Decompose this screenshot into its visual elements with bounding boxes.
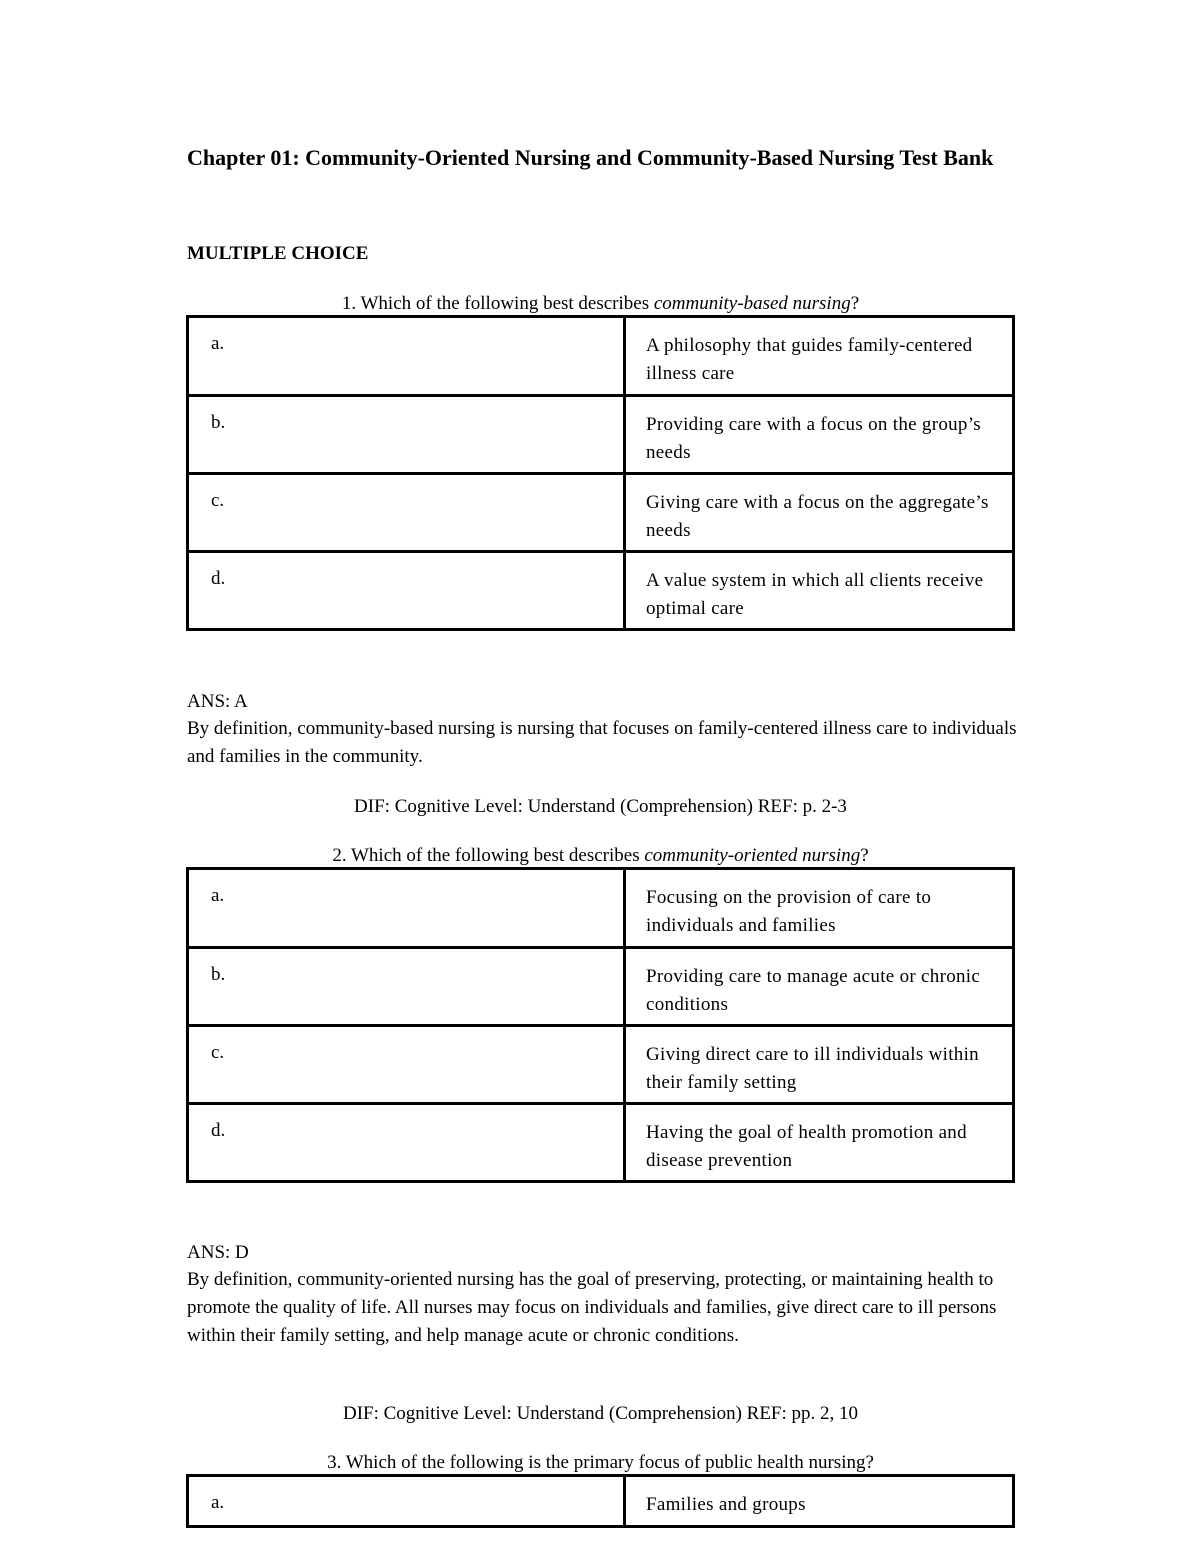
option-text: Providing care to manage acute or chronic conditions	[625, 948, 1014, 1026]
question-2-options-table	[186, 867, 1015, 1183]
question-2-answer-block	[187, 1240, 1017, 1350]
question-1-stem	[187, 292, 1014, 316]
option-row	[188, 1476, 1014, 1527]
question-stem-emphasis: community-based nursing	[653, 293, 851, 314]
option-row	[188, 552, 1014, 630]
question-stem-text: 1. Which of the following best describes	[341, 293, 654, 314]
option-letter: d.	[188, 552, 625, 630]
question-1-options-table	[186, 315, 1015, 631]
option-letter: d.	[188, 1104, 625, 1182]
option-text: A philosophy that guides family-centered illness care	[625, 317, 1014, 396]
document-title: Chapter 01: Community-Oriented Nursing and Community-Based Nursing Test Bank	[187, 145, 994, 170]
question-stem-text: 3. Which of the following is the primary focus of public health nursing?	[327, 1452, 874, 1473]
question-stem-text: 2. Which of the following best describes	[332, 845, 645, 866]
option-text: Giving care with a focus on the aggregate’s needs	[625, 474, 1014, 552]
question-2-difficulty-reference: DIF: Cognitive Level: Understand (Comprehension) REF: pp. 2, 10	[342, 1403, 859, 1424]
option-letter: c.	[188, 474, 625, 552]
section-heading: MULTIPLE CHOICE	[187, 243, 369, 264]
option-text: A value system in which all clients receive optimal care	[625, 552, 1014, 630]
option-row	[188, 396, 1014, 474]
option-text: Having the goal of health promotion and disease prevention	[625, 1104, 1014, 1182]
question-2-stem	[187, 844, 1014, 868]
option-text: Providing care with a focus on the group’s needs	[625, 396, 1014, 474]
option-letter: a.	[188, 317, 625, 396]
option-text: Focusing on the provision of care to individuals and families	[625, 869, 1014, 948]
answer-key: ANS: A	[187, 691, 248, 712]
question-1-answer-block	[187, 689, 1017, 771]
question-stem-emphasis: community-oriented nursing	[644, 845, 861, 866]
answer-rationale: By definition, community-oriented nursing has the goal of preserving, protecting, or maintaining health to promote the quality of life. All nurses may focus on individuals and families, give direct care to ill persons within their family setting, and help manage acute or chronic conditions.	[187, 1269, 997, 1346]
question-stem-suffix: ?	[850, 293, 860, 314]
option-letter: b.	[188, 396, 625, 474]
option-row	[188, 317, 1014, 396]
question-1-difficulty-reference: DIF: Cognitive Level: Understand (Comprehension) REF: p. 2-3	[354, 796, 847, 817]
option-row	[188, 948, 1014, 1026]
option-letter: b.	[188, 948, 625, 1026]
option-letter: c.	[188, 1026, 625, 1104]
option-row	[188, 1104, 1014, 1182]
option-row	[188, 1026, 1014, 1104]
option-row	[188, 869, 1014, 948]
option-text: Giving direct care to ill individuals within their family setting	[625, 1026, 1014, 1104]
question-3-stem	[187, 1451, 1014, 1475]
question-3-options-table	[186, 1474, 1015, 1528]
answer-rationale: By definition, community-based nursing is nursing that focuses on family-centered illness care to individuals and families in the community.	[187, 718, 1017, 767]
question-stem-suffix: ?	[860, 845, 869, 866]
option-text: Families and groups	[625, 1476, 1014, 1527]
answer-key: ANS: D	[187, 1242, 249, 1263]
option-letter: a.	[188, 1476, 625, 1527]
option-row	[188, 474, 1014, 552]
option-letter: a.	[188, 869, 625, 948]
